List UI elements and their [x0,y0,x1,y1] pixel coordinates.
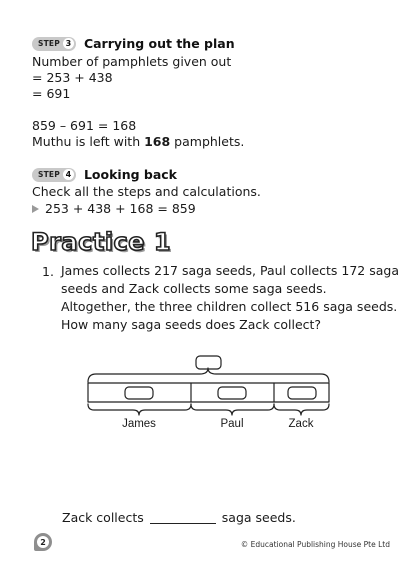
paul-answer-box [218,387,246,399]
answer-sentence [62,510,296,525]
step-4-number: 4 [63,169,74,180]
step-3-line-2: = 253 + 438 [32,70,113,85]
step-3-title: Carrying out the plan [83,36,235,51]
page-number: 2 [37,536,49,548]
question-line-4: How many saga seeds does Zack collect? [61,317,322,332]
question-line-1: James collects 217 saga seeds, Paul collects 172 saga [61,263,399,278]
page-number-badge [34,533,52,551]
james-brace [88,404,191,415]
question-line-3: Altogether, the three children collect 516 saga seeds. [61,299,398,314]
paul-brace [191,404,274,415]
step-3-number: 3 [63,38,74,49]
step-4-title: Looking back [83,167,177,182]
zack-answer-box [288,387,316,399]
step-4-check-text: 253 + 438 + 168 = 859 [45,201,196,216]
label-zack: Zack [288,418,314,430]
step-3-result-suffix: pamphlets. [170,134,245,149]
answer-prefix: Zack collects [62,510,144,525]
answer-suffix: saga seeds. [221,510,296,525]
step-3-badge-label: STEP [38,39,60,48]
step-4-badge-label: STEP [38,170,60,179]
question-number: 1. [42,264,54,279]
practice-title: Practice 1 [31,228,172,256]
step-3-subtraction: 859 – 691 = 168 [32,118,137,133]
zack-brace [274,404,329,415]
step-3-line-1: Number of pamphlets given out [32,54,232,69]
step-3-result-value: 168 [144,134,171,149]
copyright-notice: © Educational Publishing House Pte Ltd [240,540,390,549]
label-paul: Paul [220,418,244,430]
step-3-line-3: = 691 [32,86,71,101]
label-james: James [122,418,156,430]
step-3-result-prefix: Muthu is left with [32,134,145,149]
answer-blank[interactable] [150,523,216,524]
question-line-2: seeds and Zack collects some saga seeds. [61,281,327,296]
step-4-instruction: Check all the steps and calculations. [32,184,261,199]
total-brace [88,368,329,382]
total-answer-box [196,356,221,369]
james-answer-box [125,387,153,399]
